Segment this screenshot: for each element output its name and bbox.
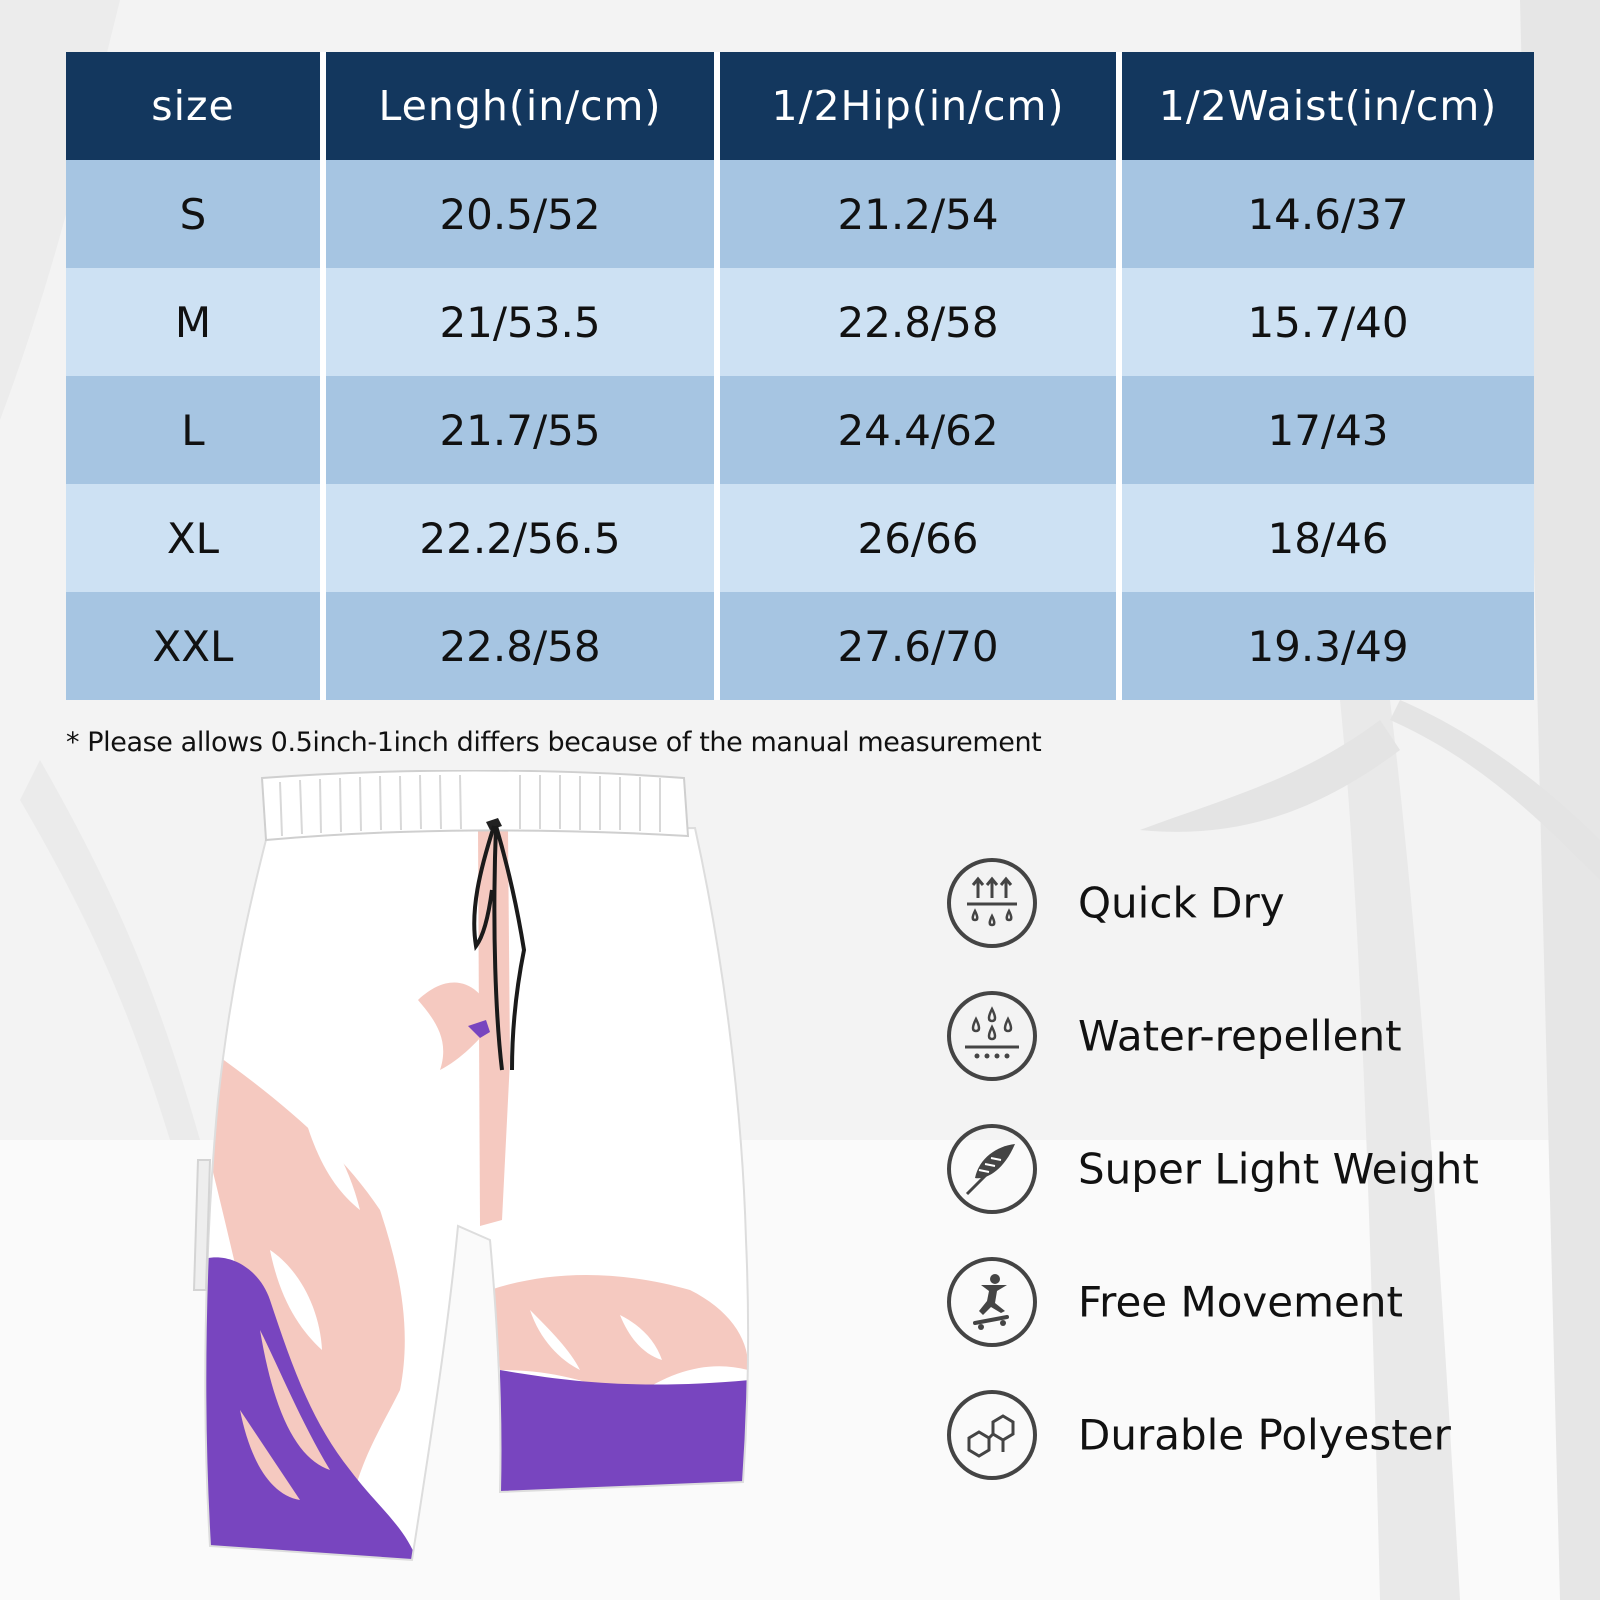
size-cell: XXL bbox=[66, 592, 326, 700]
length-cell: 21/53.5 bbox=[326, 268, 720, 376]
hip-cell: 26/66 bbox=[720, 484, 1122, 592]
header-size: size bbox=[66, 52, 326, 160]
measurement-note: * Please allows 0.5inch-1inch differs because of the manual measurement bbox=[66, 727, 1042, 758]
feature-label: Super Light Weight bbox=[1078, 1144, 1479, 1194]
feather-icon bbox=[945, 1122, 1039, 1216]
size-cell: S bbox=[66, 160, 326, 268]
shorts-image bbox=[150, 770, 800, 1580]
waist-cell: 19.3/49 bbox=[1122, 592, 1534, 700]
water-repellent-icon bbox=[945, 989, 1039, 1083]
size-cell: L bbox=[66, 376, 326, 484]
table-row bbox=[66, 376, 1534, 484]
hip-cell: 21.2/54 bbox=[720, 160, 1122, 268]
waist-cell: 18/46 bbox=[1122, 484, 1534, 592]
molecule-icon bbox=[945, 1388, 1039, 1482]
quick-dry-icon bbox=[945, 856, 1039, 950]
feature-light-weight bbox=[945, 1122, 1545, 1216]
skateboarder-icon bbox=[945, 1255, 1039, 1349]
size-cell: M bbox=[66, 268, 326, 376]
feature-label: Water-repellent bbox=[1078, 1011, 1402, 1061]
length-cell: 22.8/58 bbox=[326, 592, 720, 700]
hip-cell: 24.4/62 bbox=[720, 376, 1122, 484]
table-row bbox=[66, 268, 1534, 376]
hip-cell: 27.6/70 bbox=[720, 592, 1122, 700]
waist-cell: 15.7/40 bbox=[1122, 268, 1534, 376]
hip-cell: 22.8/58 bbox=[720, 268, 1122, 376]
table-header-row bbox=[66, 52, 1534, 160]
header-half-hip: 1/2Hip(in/cm) bbox=[720, 52, 1122, 160]
feature-free-movement bbox=[945, 1255, 1545, 1349]
length-cell: 21.7/55 bbox=[326, 376, 720, 484]
size-chart-table bbox=[66, 52, 1534, 700]
feature-label: Free Movement bbox=[1078, 1277, 1403, 1327]
table-row bbox=[66, 592, 1534, 700]
header-half-waist: 1/2Waist(in/cm) bbox=[1122, 52, 1534, 160]
feature-quick-dry bbox=[945, 856, 1545, 950]
feature-label: Quick Dry bbox=[1078, 878, 1285, 928]
waist-cell: 14.6/37 bbox=[1122, 160, 1534, 268]
feature-label: Durable Polyester bbox=[1078, 1410, 1451, 1460]
waist-cell: 17/43 bbox=[1122, 376, 1534, 484]
feature-durable-polyester bbox=[945, 1388, 1545, 1482]
table-row bbox=[66, 484, 1534, 592]
feature-water-repellent bbox=[945, 989, 1545, 1083]
size-cell: XL bbox=[66, 484, 326, 592]
length-cell: 22.2/56.5 bbox=[326, 484, 720, 592]
header-length: Lengh(in/cm) bbox=[326, 52, 720, 160]
length-cell: 20.5/52 bbox=[326, 160, 720, 268]
table-row bbox=[66, 160, 1534, 268]
